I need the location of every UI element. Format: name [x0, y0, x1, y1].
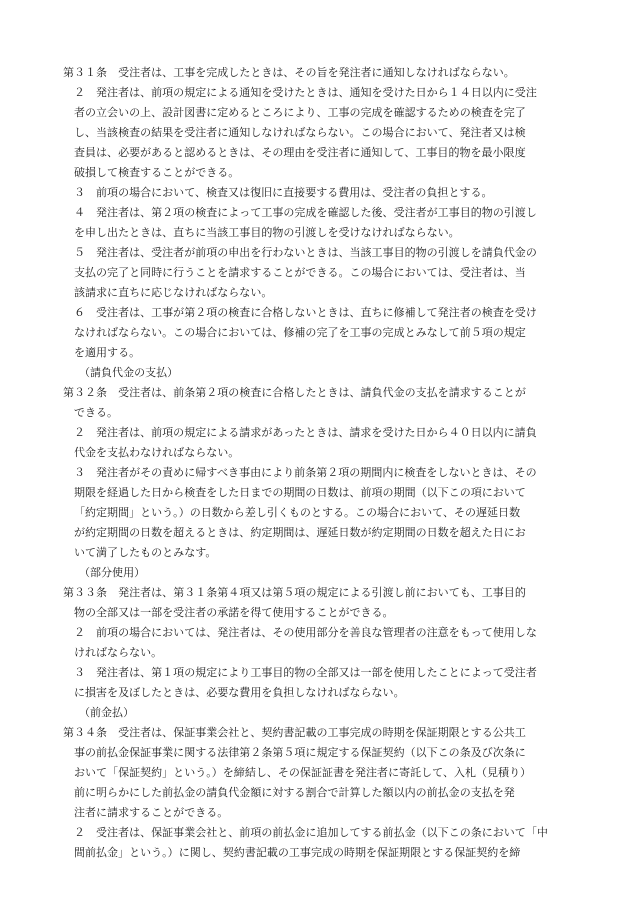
- continuation-line: できる。: [74, 406, 119, 419]
- document-body: [63, 63, 573, 863]
- paragraph-line: ３ 前項の場合において、検査又は復旧に直接要する費用は、受注者の負担とする。: [74, 186, 493, 199]
- continuation-line: 期限を経過した日から検査をした日までの期間の日数は、前項の期間（以下この項において: [74, 486, 526, 499]
- paragraph-line: ２ 受注者は、保証事業会社と、前項の前払金に追加してする前払金（以下この条において「中: [74, 826, 548, 839]
- continuation-line: し、当該検査の結果を受注者に通知しなければならない。この場合において、発注者又は検: [74, 126, 526, 139]
- continuation-line: なければならない。この場合においては、修補の完了を工事の完成とみなして前５項の規定: [74, 326, 526, 339]
- continuation-line: が約定期間の日数を超えるときは、約定期間は、遅延日数が約定期間の日数を超えた日にお: [74, 526, 526, 539]
- paragraph-line: ６ 受注者は、工事が第２項の検査に合格しないときは、直ちに修補して発注者の検査を受け: [74, 306, 537, 319]
- continuation-line: 注者に請求することができる。: [74, 806, 229, 819]
- continuation-line: 破損して検査することができる。: [74, 166, 240, 179]
- continuation-line: を申し出たときは、直ちに当該工事目的物の引渡しを受けなければならない。: [74, 226, 460, 239]
- continuation-line: 代金を支払わなければならない。: [74, 446, 240, 459]
- continuation-line: 査員は、必要があると認めるときは、その理由を受注者に通知して、工事目的物を最小限度: [74, 146, 526, 159]
- continuation-line: 事の前払金保証事業に関する法律第２条第５項に規定する保証契約（以下この条及び次条に: [74, 746, 526, 759]
- article-caption: （請負代金の支払）: [79, 366, 179, 379]
- continuation-line: を適用する。: [74, 346, 141, 359]
- continuation-line: 該請求に直ちに応じなければならない。: [74, 286, 273, 299]
- article-caption: （前金払）: [79, 706, 135, 719]
- paragraph-line: ２ 発注者は、前項の規定による請求があったときは、請求を受けた日から４０日以内に請負: [74, 426, 537, 439]
- continuation-line: ければならない。: [74, 646, 163, 659]
- continuation-line: 前に明らかにした前払金の請負代金額に対する割合で計算した額以内の前払金の支払を発: [74, 786, 515, 799]
- document-page: [63, 63, 573, 863]
- paragraph-line: ４ 発注者は、第２項の検査によって工事の完成を確認した後、受注者が工事目的物の引渡し: [74, 206, 537, 219]
- continuation-line: 間前払金」という。）に関し、契約書記載の工事完成の時期を保証期限とする保証契約を締: [74, 846, 521, 859]
- continuation-line: に損害を及ぼしたときは、必要な費用を負担しなければならない。: [74, 686, 405, 699]
- paragraph-line: ３ 発注者は、第１項の規定により工事目的物の全部又は一部を使用したことによって受注者: [74, 666, 537, 679]
- article-heading-line: 第３３条 発注者は、第３１条第４項又は第５項の規定による引渡し前においても、工事目的: [63, 586, 526, 599]
- article-caption: （部分使用）: [79, 566, 146, 579]
- continuation-line: 者の立会いの上、設計図書に定めるところにより、工事の完成を確認するための検査を完了: [74, 106, 526, 119]
- continuation-line: いて満了したものとみなす。: [74, 546, 217, 559]
- continuation-line: 支払の完了と同時に行うことを請求することができる。この場合においては、受注者は、当: [74, 266, 526, 279]
- paragraph-line: ５ 発注者は、受注者が前項の申出を行わないときは、当該工事目的物の引渡しを請負代金の: [74, 246, 537, 259]
- continuation-line: 「約定期間」という。）の日数から差し引くものとする。この場合において、その遅延日数: [74, 506, 521, 519]
- article-heading-line: 第３４条 受注者は、保証事業会社と、契約書記載の工事完成の時期を保証期限とする公共工: [63, 726, 526, 739]
- paragraph-line: ２ 前項の場合においては、発注者は、その使用部分を善良な管理者の注意をもって使用しな: [74, 626, 537, 639]
- article-heading-line: 第３２条 受注者は、前条第２項の検査に合格したときは、請負代金の支払を請求することが: [63, 386, 526, 399]
- continuation-line: おいて「保証契約」という。）を締結し、その保証証書を発注者に寄託して、入札（見積り）: [74, 766, 532, 779]
- article-heading-line: 第３１条 受注者は、工事を完成したときは、その旨を発注者に通知しなければならない。: [63, 66, 515, 79]
- continuation-line: 物の全部又は一部を受注者の承諾を得て使用することができる。: [74, 606, 394, 619]
- paragraph-line: ３ 発注者がその責めに帰すべき事由により前条第２項の期間内に検査をしないときは、その: [74, 466, 537, 479]
- paragraph-line: ２ 発注者は、前項の規定による通知を受けたときは、通知を受けた日から１４日以内に受注: [74, 86, 537, 99]
